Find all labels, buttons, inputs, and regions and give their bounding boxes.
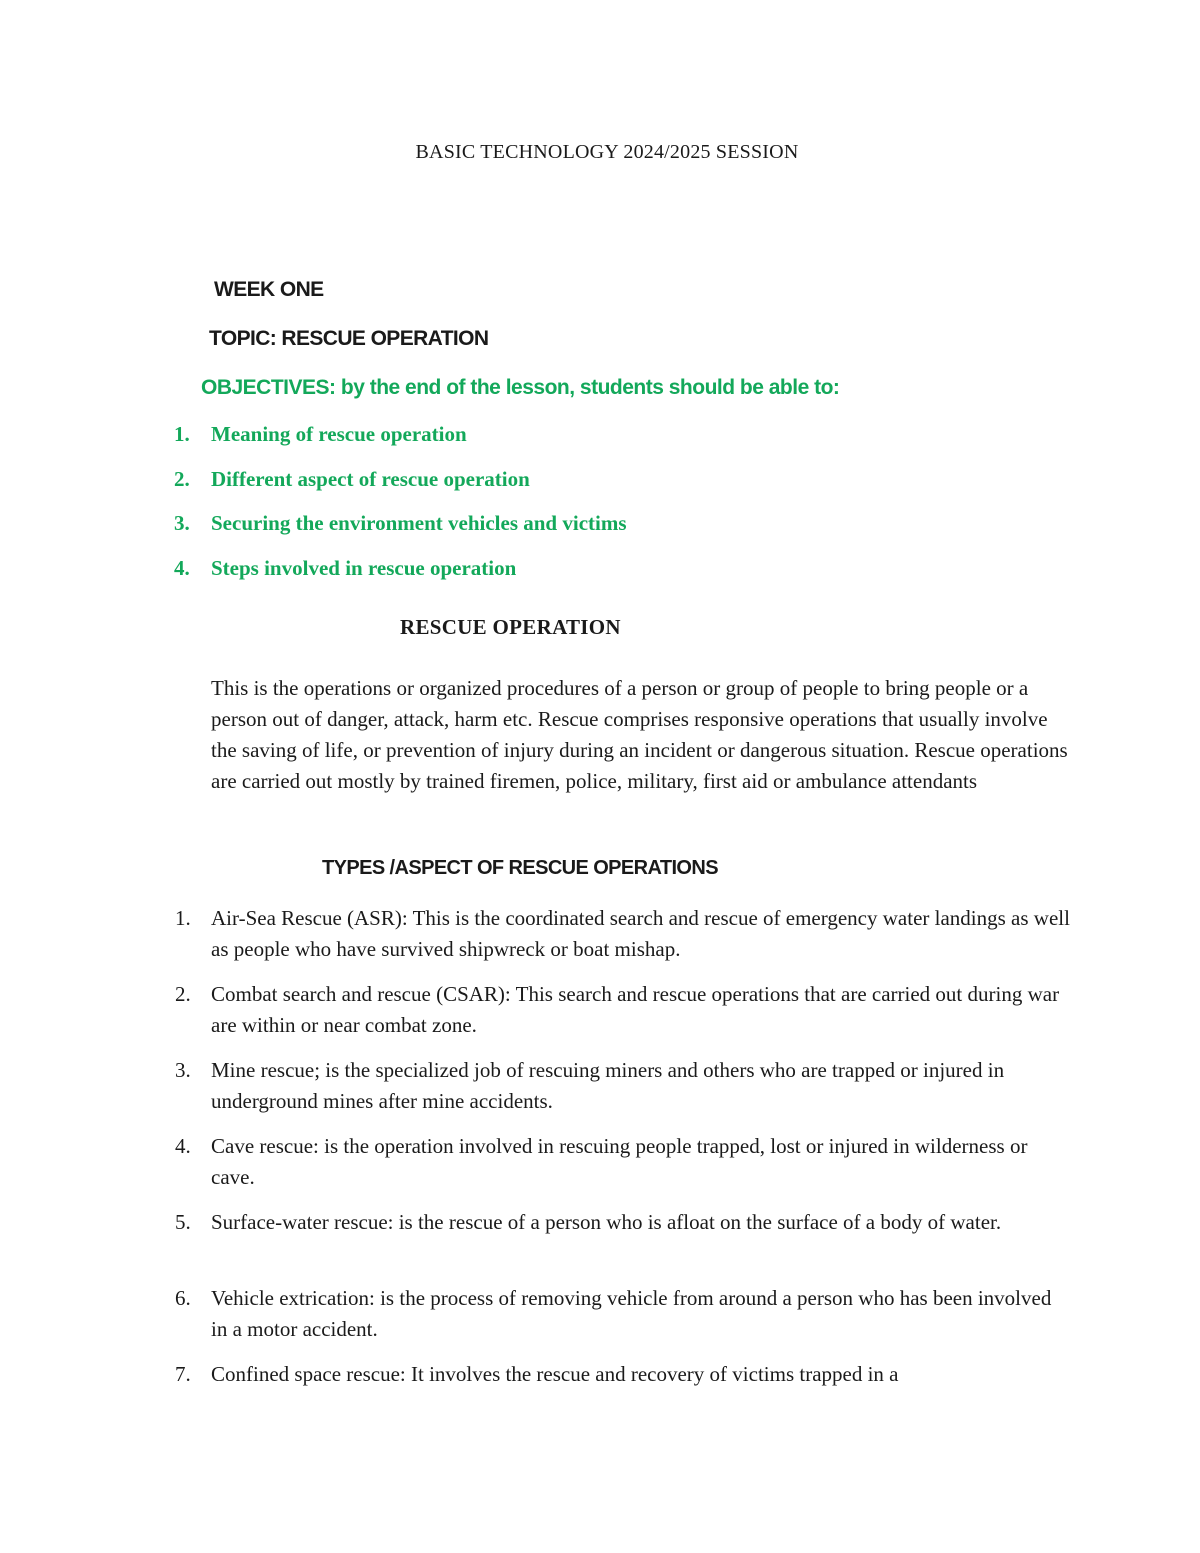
- type-text: Surface-water rescue: is the rescue of a person who is afloat on the surface of a body of water.: [211, 1210, 1002, 1234]
- types-list: [0, 903, 1200, 1435]
- objectives-list: [0, 422, 1200, 600]
- objective-number: 2.: [174, 466, 190, 491]
- type-number: 4.: [175, 1134, 191, 1158]
- type-item: [0, 1055, 1200, 1131]
- type-number: 1.: [175, 906, 191, 930]
- type-number: 6.: [175, 1286, 191, 1310]
- type-item: [0, 979, 1200, 1055]
- type-number: 3.: [175, 1058, 191, 1082]
- objective-text: Steps involved in rescue operation: [211, 555, 517, 580]
- type-item: [0, 1207, 1200, 1283]
- objectives-heading: OBJECTIVES: by the end of the lesson, students should be able to:: [201, 376, 840, 399]
- objective-item: [0, 422, 1200, 467]
- type-number: 7.: [175, 1362, 191, 1386]
- objective-item: [0, 556, 1200, 601]
- objective-item: [0, 511, 1200, 556]
- type-text: Combat search and rescue (CSAR): This search and rescue operations that are carried out during war are within or near combat zone.: [211, 982, 1060, 1037]
- type-number: 2.: [175, 982, 191, 1006]
- type-text: Mine rescue; is the specialized job of rescuing miners and others who are trapped or injured in underground mines after mine accidents.: [211, 1058, 1005, 1113]
- type-item: [0, 1359, 1200, 1435]
- type-item: [0, 903, 1200, 979]
- type-number: 5.: [175, 1210, 191, 1234]
- objective-number: 3.: [174, 511, 190, 535]
- type-item: [0, 1131, 1200, 1207]
- objective-text: Securing the environment vehicles and victims: [211, 511, 627, 535]
- objective-text: Meaning of rescue operation: [211, 422, 467, 446]
- topic-heading: TOPIC: RESCUE OPERATION: [209, 327, 489, 350]
- section-title: RESCUE OPERATION: [400, 615, 621, 639]
- objective-text: Different aspect of rescue operation: [211, 466, 530, 491]
- objective-item: [0, 467, 1200, 512]
- objective-number: 4.: [174, 555, 190, 580]
- document-title: BASIC TECHNOLOGY 2024/2025 SESSION: [415, 141, 799, 163]
- type-text: Air-Sea Rescue (ASR): This is the coordinated search and rescue of emergency water landings as well as people who have survived shipwreck or boat mishap.: [211, 906, 1070, 961]
- definition-paragraph: This is the operations or organized procedures of a person or group of people to bring people or a person out of danger, attack, harm etc. Rescue comprises responsive operations that usually involve the saving of life, or prevention of injury during an incident or dangerous situation. Rescue operations are carried out mostly by trained firemen, police, military, first aid or ambulance attendants: [211, 676, 1068, 793]
- week-heading: WEEK ONE: [214, 278, 324, 301]
- type-text: Vehicle extrication: is the process of removing vehicle from around a person who has been involved in a motor accident.: [211, 1286, 1052, 1341]
- type-text: Confined space rescue: It involves the rescue and recovery of victims trapped in a: [211, 1362, 899, 1386]
- types-heading: TYPES /ASPECT OF RESCUE OPERATIONS: [322, 857, 718, 879]
- type-item: [0, 1283, 1200, 1359]
- objective-number: 1.: [174, 422, 190, 446]
- type-text: Cave rescue: is the operation involved in rescuing people trapped, lost or injured in wilderness or cave.: [211, 1134, 1028, 1189]
